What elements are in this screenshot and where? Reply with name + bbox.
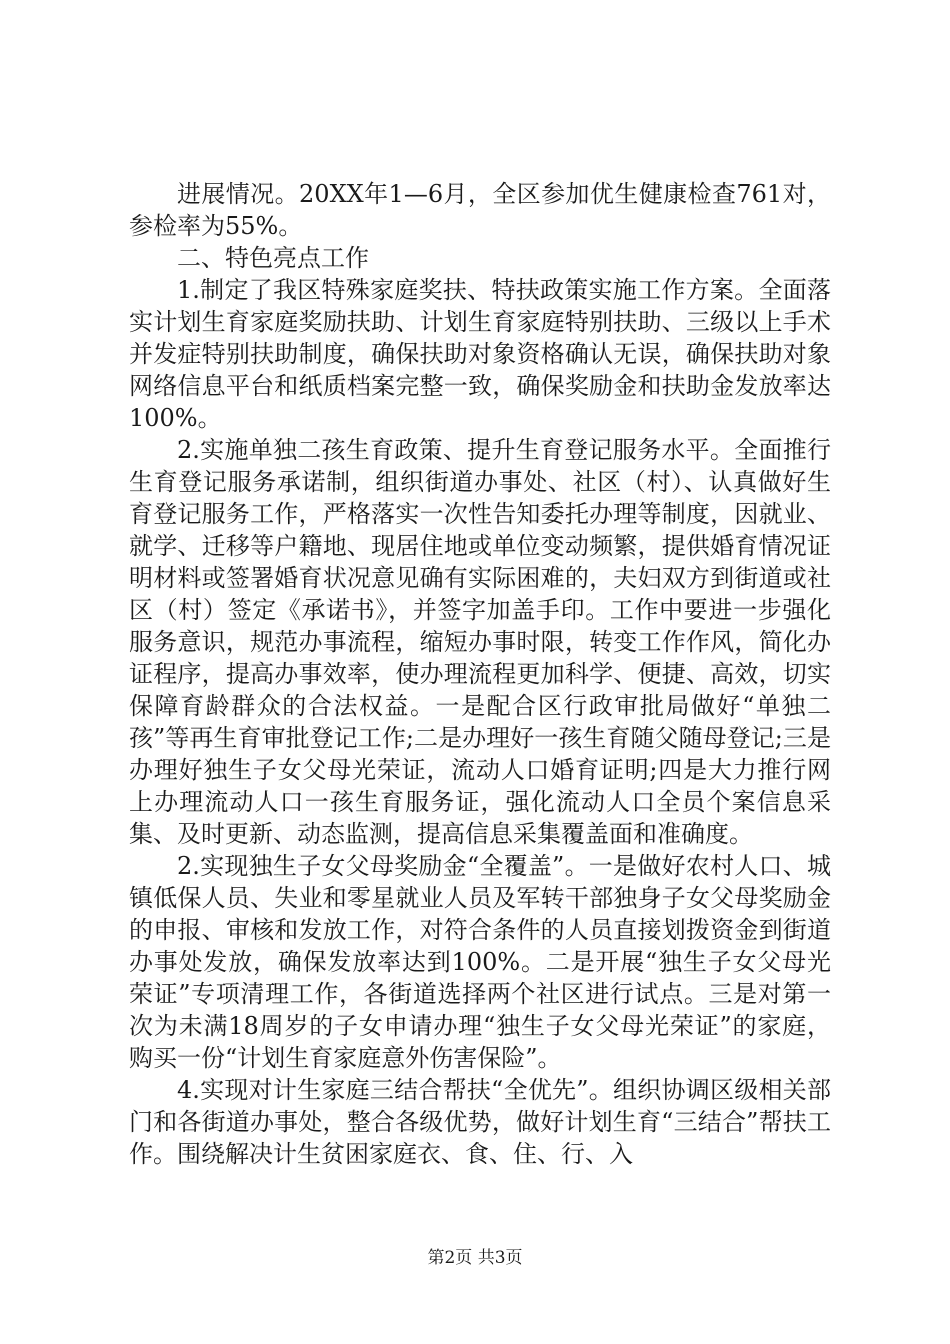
section-heading-highlights: 二、特色亮点工作	[177, 244, 369, 272]
paragraph-item-2b: 2.实现独生子女父母奖励金“全覆盖”。一是做好农村人口、城镇低保人员、失业和零星就业人员及军转干部独身子女父母奖励金的申报、审核和发放工作，对符合条件的人员直接划拨资金到街道办事处发放，确保发放率达到100%。二是开展“独生子女父母光荣证”专项清理工作，各街道选择两个社区进行试点。三是对第一次为未满18周岁的子女申请办理“独生子女父母光荣证”的家庭，购买一份“计划生育家庭意外伤害保险”。	[129, 852, 831, 1072]
paragraph-item-1: 1.制定了我区特殊家庭奖扶、特扶政策实施工作方案。全面落实计划生育家庭奖励扶助、计划生育家庭特别扶助、三级以上手术并发症特别扶助制度，确保扶助对象资格确认无误，确保扶助对象网络信息平台和纸质档案完整一致，确保奖励金和扶助金发放率达100%。	[129, 276, 831, 432]
paragraph-item-4: 4.实现对计生家庭三结合帮扶“全优先”。组织协调区级相关部门和各街道办事处，整合各级优势，做好计划生育“三结合”帮扶工作。围绕解决计生贫困家庭衣、食、住、行、入	[129, 1076, 831, 1168]
paragraph-progress: 进展情况。20XX年1—6月，全区参加优生健康检查761对，参检率为55%。	[129, 180, 831, 240]
page-number-footer: 第2页 共3页	[427, 1248, 523, 1268]
document-body	[129, 178, 831, 1170]
paragraph-item-2a: 2.实施单独二孩生育政策、提升生育登记服务水平。全面推行生育登记服务承诺制，组织街道办事处、社区（村）、认真做好生育登记服务工作，严格落实一次性告知委托办理等制度，因就业、就学、迁移等户籍地、现居住地或单位变动频繁，提供婚育情况证明材料或签署婚育状况意见确有实际困难的，夫妇双方到街道或社区（村）签定《承诺书》，并签字加盖手印。工作中要进一步强化服务意识，规范办事流程，缩短办事时限，转变工作作风，简化办证程序，提高办事效率，使办理流程更加科学、便捷、高效，切实保障育龄群众的合法权益。一是配合区行政审批局做好“单独二孩”等再生育审批登记工作;二是办理好一孩生育随父随母登记;三是办理好独生子女父母光荣证，流动人口婚育证明;四是大力推行网上办理流动人口一孩生育服务证，强化流动人口全员个案信息采集、及时更新、动态监测，提高信息采集覆盖面和准确度。	[129, 436, 831, 848]
